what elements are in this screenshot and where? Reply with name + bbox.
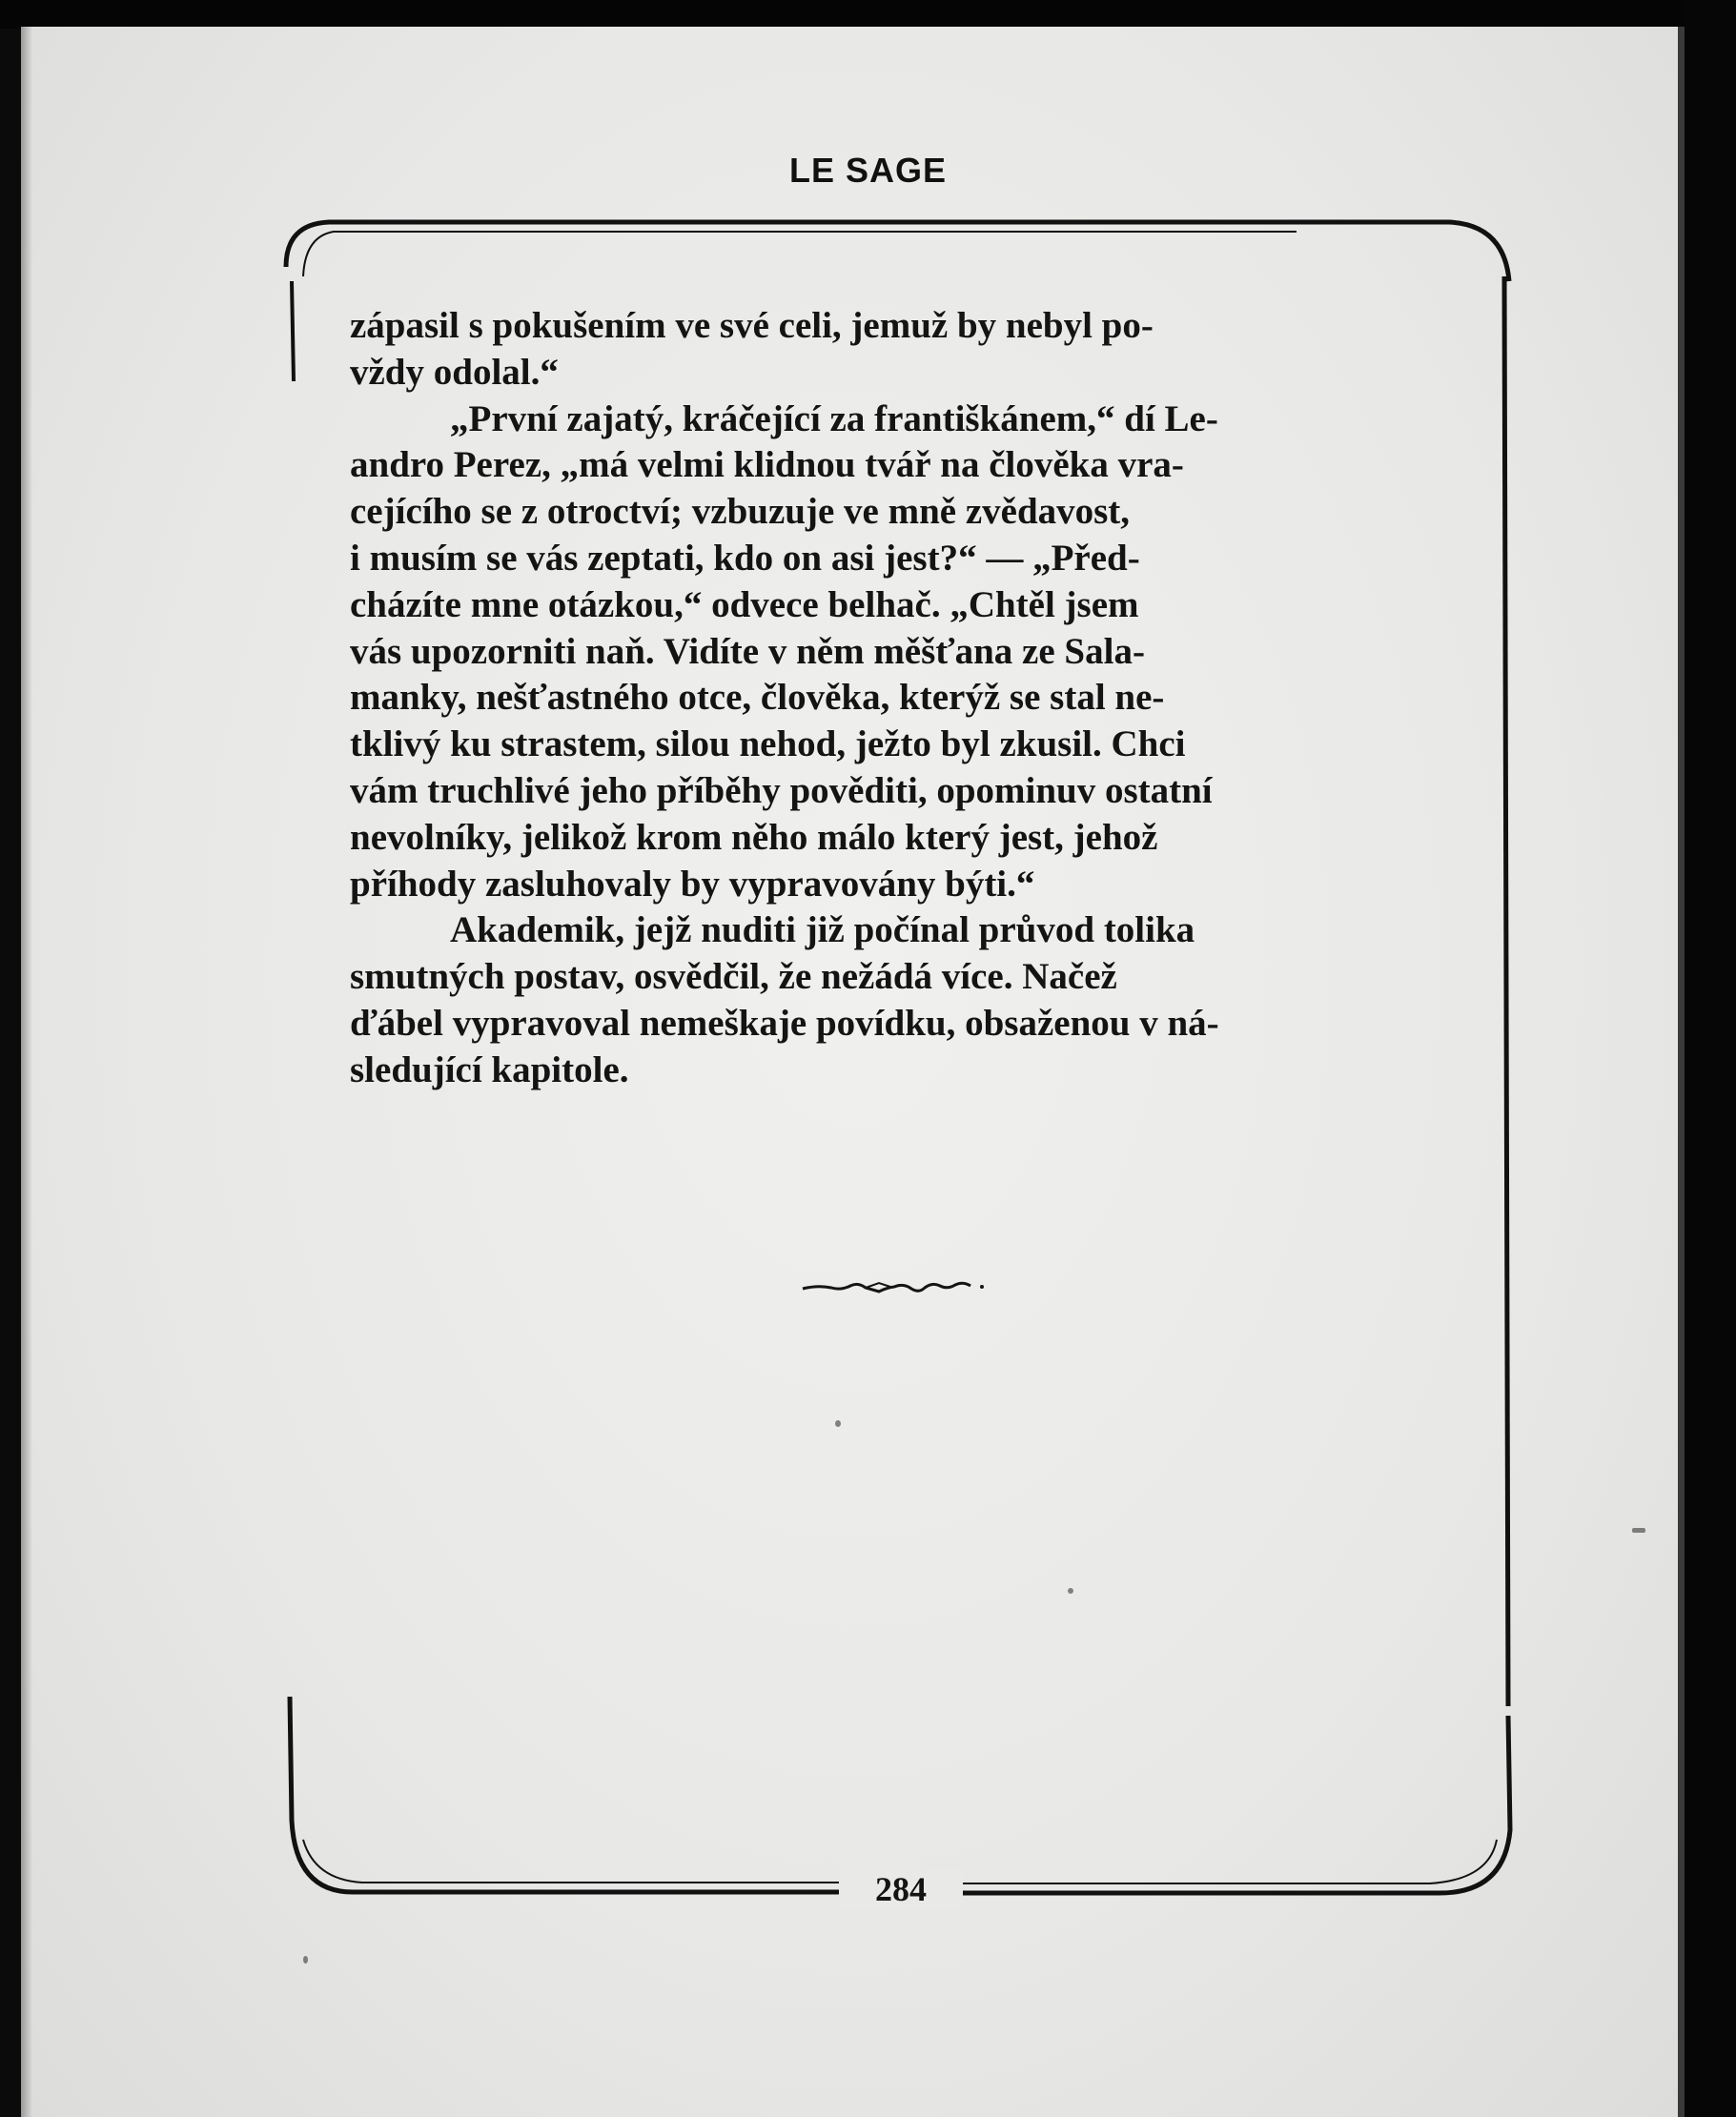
text-line: manky, nešťastného otce, člověka, kterýž se stal ne- <box>350 677 1165 719</box>
paragraph-3 <box>350 907 1432 1093</box>
text-line: příhody zasluhovaly by vypravovány býti.“ <box>350 863 1035 905</box>
frame-left-rule-bottom <box>290 1697 839 1892</box>
frame-right-rule-bottom <box>963 1716 1510 1893</box>
text-line: sledující kapitole. <box>350 1048 629 1090</box>
text-line: cejícího se z otroctví; vzbuzuje ve mně zvědavost, <box>350 491 1131 533</box>
frame-bottom-rule-inner-right <box>963 1840 1497 1883</box>
ink-speck <box>835 1420 841 1427</box>
text-line: „První zajatý, kráčející za františkánem,“ dí Le- <box>450 397 1218 439</box>
text-line: vždy odolal.“ <box>350 351 559 393</box>
ink-speck <box>1632 1528 1645 1533</box>
tail-piece-ornament-icon <box>799 1273 990 1302</box>
text-line: andro Perez, „má velmi klidnou tvář na člověka vra- <box>350 444 1184 486</box>
text-line: Akademik, jejž nuditi již počínal průvod tolika <box>450 909 1195 951</box>
frame-bottom-rule-inner <box>303 1840 839 1883</box>
ink-speck <box>1068 1588 1073 1594</box>
paragraph-1 <box>350 303 1432 397</box>
text-line: vám truchlivé jeho příběhy pověditi, opominuv ostatní <box>350 769 1213 811</box>
text-line: zápasil s pokušením ve své celi, jemuž by nebyl po- <box>350 305 1154 346</box>
text-line: cházíte mne otázkou,“ odvece belhač. „Chtěl jsem <box>350 583 1139 625</box>
page-number: 284 <box>839 1869 963 1909</box>
text-line: vás upozorniti naň. Vidíte v něm měšťana ze Sala- <box>350 630 1145 672</box>
body-text <box>350 303 1432 1094</box>
text-line: i musím se vás zeptati, kdo on asi jest?“ — „Před- <box>350 537 1140 579</box>
frame-right-rule-top <box>1504 276 1508 1706</box>
paragraph-2 <box>350 397 1432 908</box>
text-line: ďábel vypravoval nemeškaje povídku, obsaženou v ná- <box>350 1002 1219 1044</box>
running-head: LE SAGE <box>788 151 948 190</box>
ink-speck <box>303 1956 308 1964</box>
text-line: tklivý ku strastem, silou nehod, ježto byl zkusil. Chci <box>350 723 1186 765</box>
frame-left-rule <box>292 281 294 381</box>
text-line: nevolníky, jelikož krom něho málo který jest, jehož <box>350 816 1158 858</box>
frame-top-rule-inner <box>303 232 1297 276</box>
text-line: smutných postav, osvědčil, že nežádá více. Načež <box>350 956 1117 998</box>
